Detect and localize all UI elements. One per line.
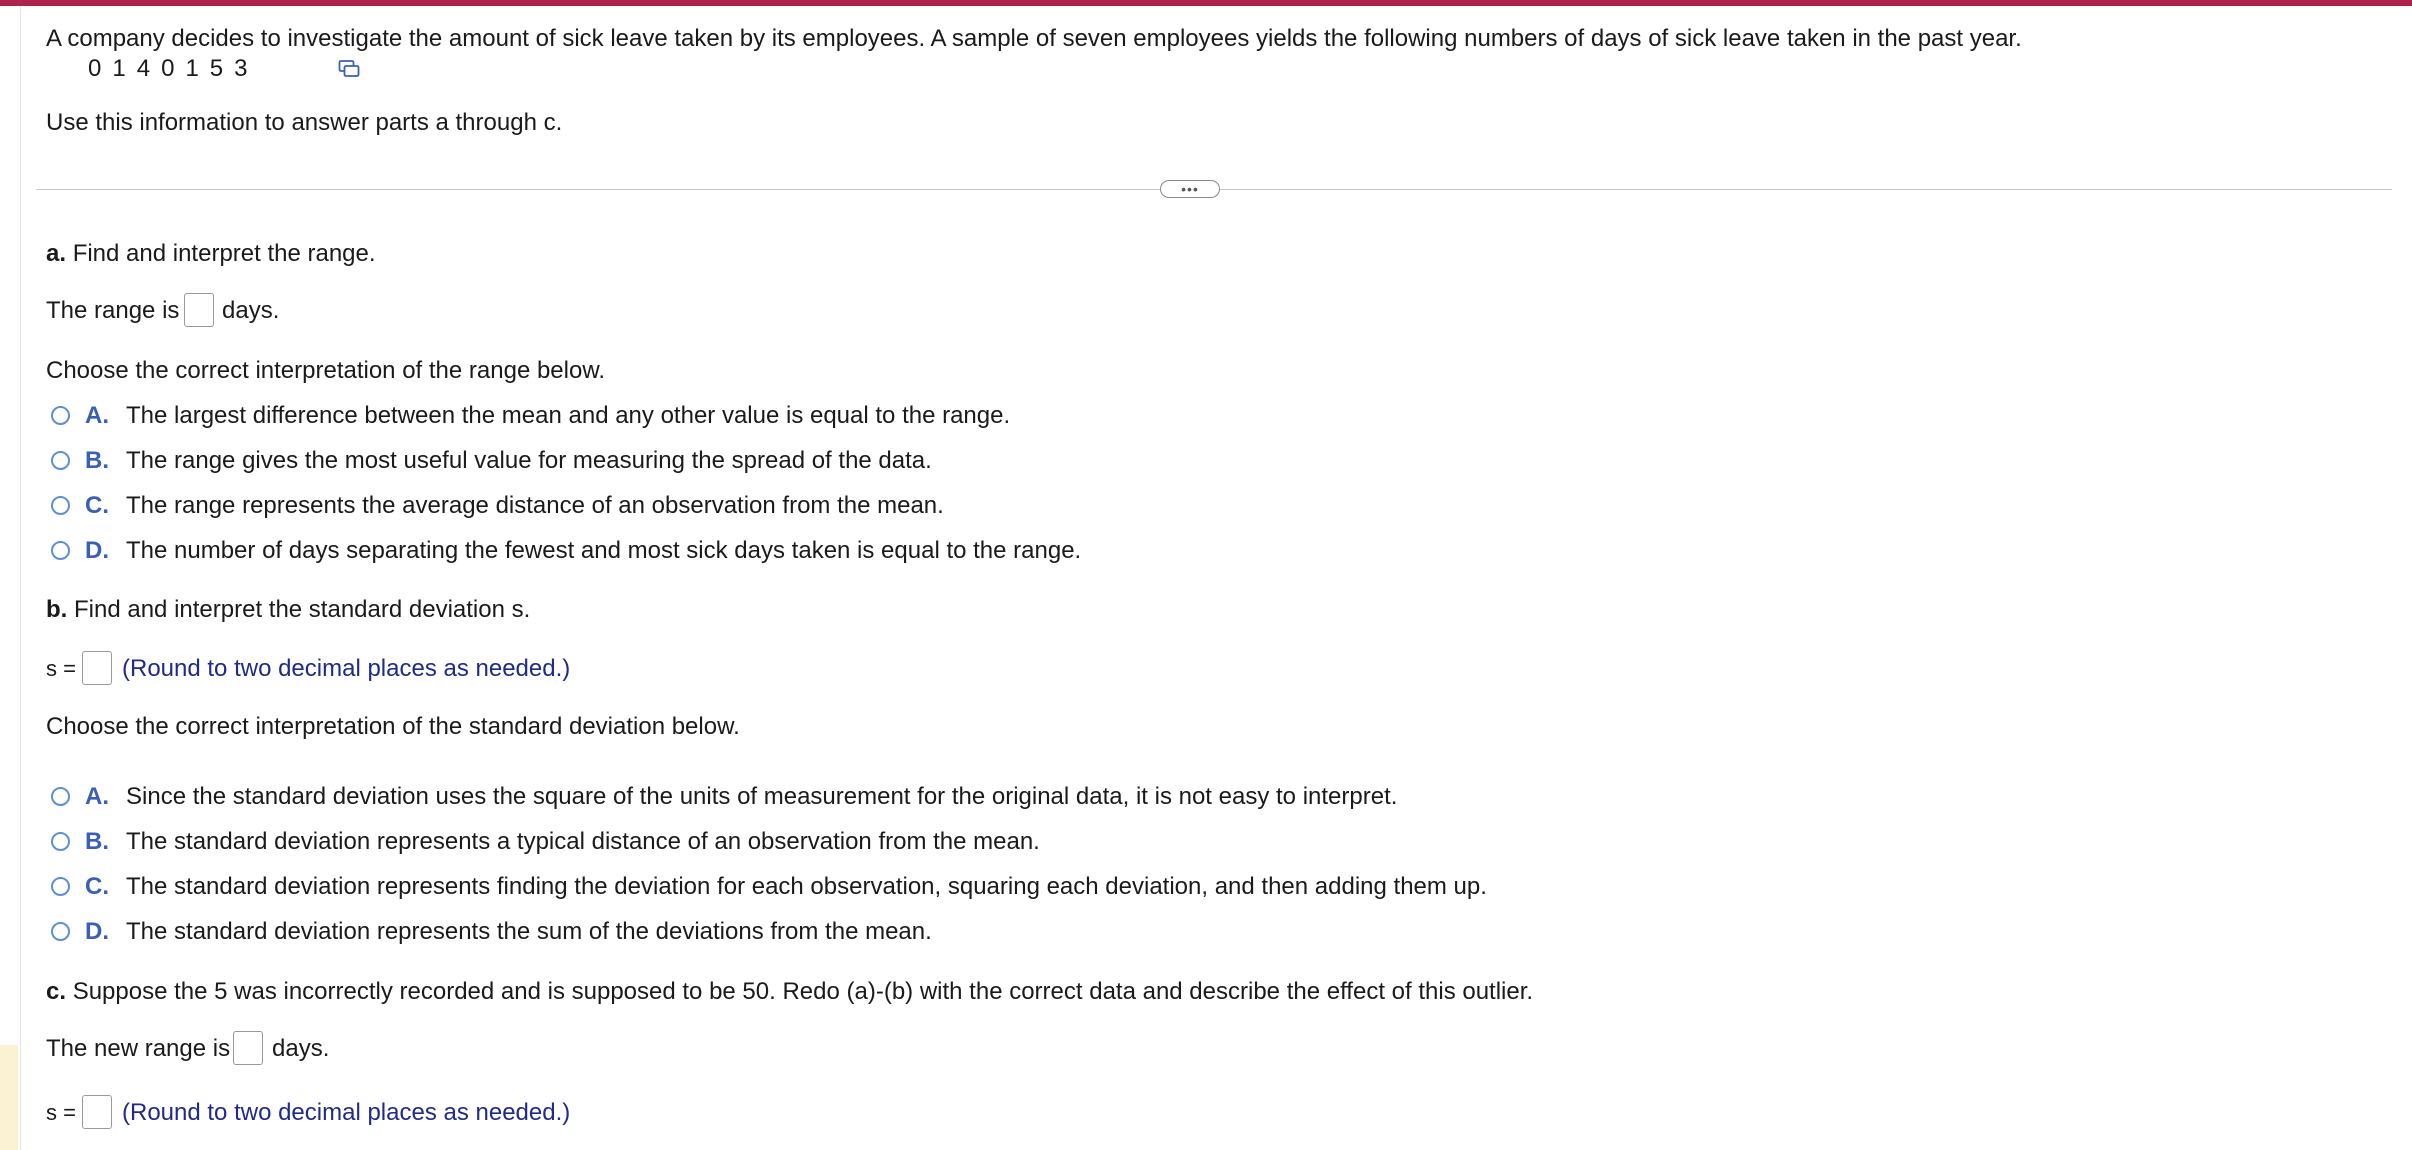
sd-option-a-text[interactable]: Since the standard deviation uses the square of the units of measurement for the original data, it is not easy to interpret.	[126, 783, 1398, 810]
range-option-d-text[interactable]: The number of days separating the fewest and most sick days taken is equal to the range.	[126, 537, 1082, 564]
range-option-a-radio[interactable]	[51, 406, 70, 425]
sd-option-d-letter: D.	[85, 918, 109, 945]
part-a-heading	[46, 239, 376, 269]
new-range-prefix: The new range is	[46, 1035, 231, 1062]
range-input[interactable]	[184, 293, 214, 327]
sd-option-b-radio[interactable]	[51, 832, 70, 851]
sd-option-d-radio[interactable]	[51, 922, 70, 941]
sd-option-c-radio[interactable]	[51, 877, 70, 896]
data-value: 0	[88, 55, 102, 82]
part-c-label: c.	[46, 978, 67, 1005]
sd-option-a-letter: A.	[85, 783, 109, 810]
expand-button[interactable]: •••	[1160, 180, 1220, 198]
sd-option-c-letter: C.	[85, 873, 109, 900]
range-option-c-text[interactable]: The range represents the average distance of an observation from the mean.	[126, 492, 944, 519]
sd-choose-prompt: Choose the correct interpretation of the standard deviation below.	[46, 713, 740, 740]
problem-intro: A company decides to investigate the amount of sick leave taken by its employees. A sample of seven employees yields the following numbers of days of sick leave taken in the past year.	[46, 25, 2022, 52]
range-choose-prompt: Choose the correct interpretation of the range below.	[46, 357, 606, 384]
part-a-label: a.	[46, 240, 67, 267]
sd-option-b-text[interactable]: The standard deviation represents a typical distance of an observation from the mean.	[126, 828, 1040, 855]
s-round-hint: (Round to two decimal places as needed.)	[122, 655, 571, 682]
range-prefix: The range is	[46, 297, 180, 324]
part-a-question: Find and interpret the range.	[72, 240, 376, 267]
new-s-round-hint: (Round to two decimal places as needed.)	[122, 1099, 571, 1126]
range-option-b-text[interactable]: The range gives the most useful value for measuring the spread of the data.	[126, 447, 932, 474]
sd-option-b-letter: B.	[85, 828, 109, 855]
range-option-b-letter: B.	[85, 447, 109, 474]
s-input[interactable]	[82, 651, 112, 685]
range-option-b-radio[interactable]	[51, 451, 70, 470]
range-option-d-letter: D.	[85, 537, 109, 564]
new-range-input[interactable]	[233, 1031, 263, 1065]
new-s-input[interactable]	[82, 1095, 112, 1129]
sd-option-c-text[interactable]: The standard deviation represents finding the deviation for each observation, squaring each deviation, and then adding them up.	[126, 873, 1487, 900]
new-range-suffix: days.	[272, 1035, 330, 1062]
part-b-heading	[46, 595, 530, 625]
range-option-a-text[interactable]: The largest difference between the mean and any other value is equal to the range.	[126, 402, 1011, 429]
range-option-c-radio[interactable]	[51, 496, 70, 515]
data-value: 0	[161, 55, 175, 82]
data-value: 1	[185, 55, 199, 82]
range-option-a-letter: A.	[85, 402, 109, 429]
data-values-row	[88, 52, 259, 86]
sd-option-d-text[interactable]: The standard deviation represents the sum of the deviations from the mean.	[126, 918, 932, 945]
instruction-text: Use this information to answer parts a through c.	[46, 109, 563, 136]
data-value: 1	[112, 55, 126, 82]
data-value: 3	[234, 55, 248, 82]
top-accent-bar	[0, 0, 2412, 6]
left-border	[20, 6, 21, 1150]
copy-data-icon[interactable]	[338, 58, 360, 80]
part-c-heading	[46, 977, 1533, 1007]
range-option-d-radio[interactable]	[51, 541, 70, 560]
new-s-label: s =	[46, 1100, 76, 1125]
data-value: 5	[209, 55, 224, 82]
part-c-question: Suppose the 5 was incorrectly recorded and is supposed to be 50. Redo (a)-(b) with the correct data and describe the effect of this outlier.	[72, 978, 1534, 1005]
s-label: s =	[46, 656, 76, 681]
range-suffix: days.	[222, 297, 280, 324]
range-option-c-letter: C.	[85, 492, 109, 519]
part-b-label: b.	[46, 596, 68, 623]
left-accent-strip	[0, 1045, 18, 1150]
sd-option-a-radio[interactable]	[51, 787, 70, 806]
data-value: 4	[136, 55, 151, 82]
part-b-question: Find and interpret the standard deviation s.	[74, 596, 531, 623]
